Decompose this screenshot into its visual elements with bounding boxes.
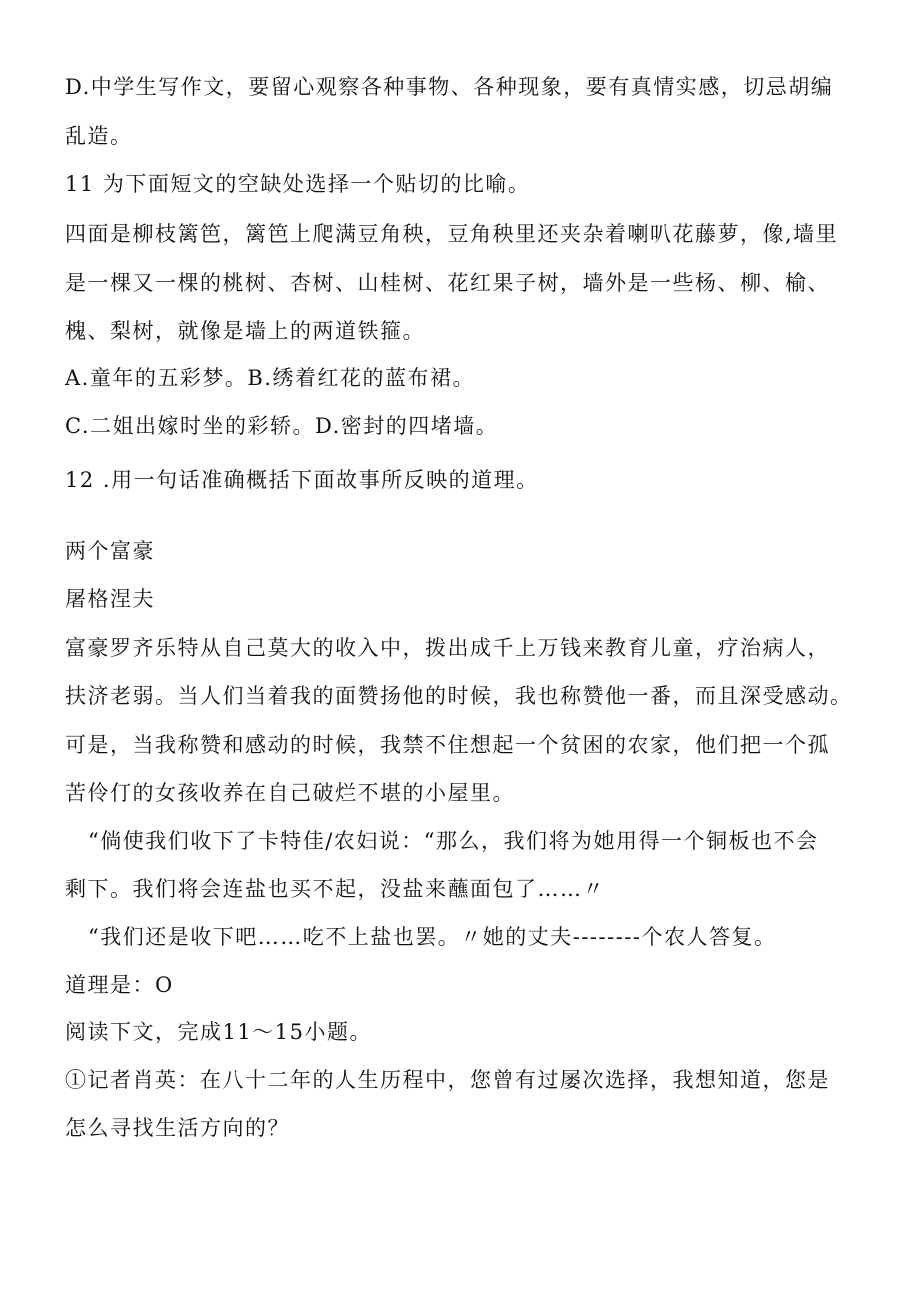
option-d-text: D.中学生写作文，要留心观察各种事物、各种现象，要有真情实感，切忌胡编 (65, 75, 834, 99)
passage-line: 槐、梨树，就像是墙上的两道铁箍。 (65, 319, 425, 343)
options-c-d: C.二姐出嫁时坐的彩轿。D.密封的四堵墙。 (65, 414, 499, 438)
story-dialogue: 剩下。我们将会连盐也买不起，没盐来蘸面包了……〃 (65, 877, 605, 901)
answer-prompt: 道理是：O (65, 973, 174, 997)
story-line: 苦伶仃的女孩收养在自己破烂不堪的小屋里。 (65, 781, 515, 805)
story-title: 两个富豪 (65, 539, 155, 563)
passage-line: 是一棵又一棵的桃树、杏树、山桂树、花红果子树，墙外是一些杨、柳、榆、 (65, 271, 830, 295)
interview-line: 怎么寻找生活方向的？ (65, 1116, 290, 1140)
question-12-heading: 12 .用一句话准确概括下面故事所反映的道理。 (65, 468, 539, 492)
question-11-heading: 11 为下面短文的空缺处选择一个贴切的比喻。 (65, 172, 531, 196)
story-dialogue: “我们还是收下吧……吃不上盐也罢。〃她的丈夫--------个农人答复。 (88, 925, 777, 949)
interview-line: ①记者肖英：在八十二年的人生历程中，您曾有过屡次选择，我想知道，您是 (65, 1068, 830, 1092)
reading-instruction: 阅读下文，完成11～15小题。 (65, 1020, 372, 1044)
story-author: 屠格涅夫 (65, 587, 155, 611)
options-a-b: A.童年的五彩梦。B.绣着红花的蓝布裙。 (65, 366, 475, 390)
story-line: 富豪罗齐乐特从自己莫大的收入中，拨出成千上万钱来教育儿童，疗治病人， (65, 636, 830, 660)
story-line: 扶济老弱。当人们当着我的面赞扬他的时候，我也称赞他一番，而且深受感动。 (65, 684, 853, 708)
option-d-continuation: 乱造。 (65, 124, 133, 148)
passage-line: 四面是柳枝篱笆，篱笆上爬满豆角秧，豆角秧里还夹杂着喇叭花藤萝，像,墙里 (65, 222, 839, 246)
story-line: 可是，当我称赞和感动的时候，我禁不住想起一个贫困的农家，他们把一个孤 (65, 733, 830, 757)
story-dialogue: “倘使我们收下了卡特佳/农妇说：“那么，我们将为她用得一个铜板也不会 (88, 829, 819, 853)
